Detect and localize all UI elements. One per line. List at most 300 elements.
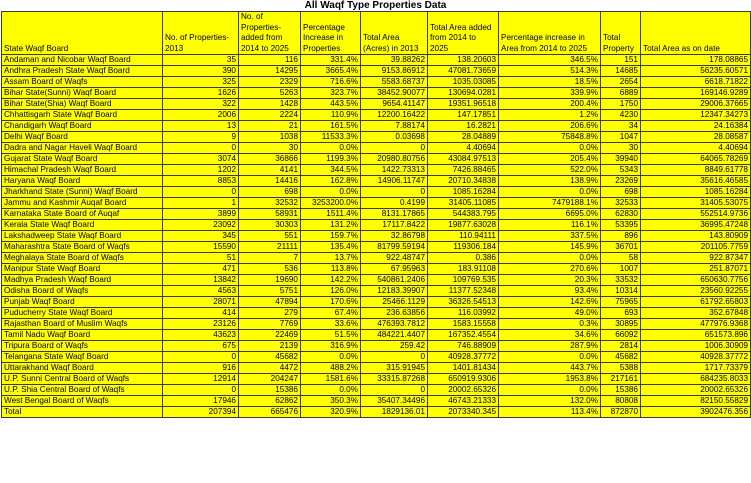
table-cell: 476393.7812 xyxy=(361,319,428,330)
table-cell: 4472 xyxy=(239,363,301,374)
table-cell: 0 xyxy=(163,385,239,396)
table-cell: 20.3% xyxy=(499,275,601,286)
table-cell: 30 xyxy=(239,143,301,154)
row-board-name: Telangana State Waqf Board xyxy=(2,352,163,363)
table-cell: 39940 xyxy=(601,154,641,165)
table-cell: 23269 xyxy=(601,176,641,187)
table-cell: 651573.896 xyxy=(641,330,751,341)
table-row xyxy=(2,352,751,363)
table-cell: 11533.3% xyxy=(301,132,361,143)
table-cell: 75965 xyxy=(601,297,641,308)
table-cell: 4.40694 xyxy=(428,143,499,154)
table-cell: 30 xyxy=(601,143,641,154)
row-board-name: Bihar State(Shia) Waqf Board xyxy=(2,99,163,110)
table-cell: 0.0% xyxy=(499,143,601,154)
table-cell: 716.6% xyxy=(301,77,361,88)
table-cell: 14295 xyxy=(239,66,301,77)
table-row xyxy=(2,253,751,264)
row-board-name: Rajasthan Board of Muslim Waqfs xyxy=(2,319,163,330)
table-cell: 20980.80756 xyxy=(361,154,428,165)
table-cell: 7 xyxy=(239,253,301,264)
table-cell: 514.3% xyxy=(499,66,601,77)
total-row xyxy=(2,407,751,418)
table-cell: 23126 xyxy=(163,319,239,330)
table-cell: 323.7% xyxy=(301,88,361,99)
table-row xyxy=(2,66,751,77)
row-board-name: Andaman and Nicobar Waqf Board xyxy=(2,55,163,66)
table-cell: 339.9% xyxy=(499,88,601,99)
table-cell: 13 xyxy=(163,121,239,132)
table-row xyxy=(2,374,751,385)
table-cell: 0.3% xyxy=(499,319,601,330)
row-board-name: Odisha Board of Waqfs xyxy=(2,286,163,297)
table-cell: 1 xyxy=(163,198,239,209)
table-cell: 8131.17865 xyxy=(361,209,428,220)
table-cell: 287.9% xyxy=(499,341,601,352)
row-board-name: Jammu and Kashmir Auqaf Board xyxy=(2,198,163,209)
table-cell: 204247 xyxy=(239,374,301,385)
table-cell: 7479188.1% xyxy=(499,198,601,209)
table-row xyxy=(2,143,751,154)
table-cell: 14685 xyxy=(601,66,641,77)
table-cell: 20710.34838 xyxy=(428,176,499,187)
table-cell: 49.0% xyxy=(499,308,601,319)
row-board-name: Lakshadweep State Waqf Board xyxy=(2,231,163,242)
table-cell: 315.91945 xyxy=(361,363,428,374)
table-cell: 43623 xyxy=(163,330,239,341)
table-cell: 4230 xyxy=(601,110,641,121)
table-cell: 147.17851 xyxy=(428,110,499,121)
table-cell: 0.0% xyxy=(301,187,361,198)
table-cell: 25466.1129 xyxy=(361,297,428,308)
table-cell: 40928.37772 xyxy=(641,352,751,363)
table-cell: 35616.46585 xyxy=(641,176,751,187)
table-cell: 36995.47248 xyxy=(641,220,751,231)
table-cell: 346.5% xyxy=(499,55,601,66)
table-cell: 19351.96518 xyxy=(428,99,499,110)
table-cell: 6889 xyxy=(601,88,641,99)
header-percentage-increase-area: Percentage increase in Area from 2014 to 2025 xyxy=(499,12,601,55)
table-cell: 1626 xyxy=(163,88,239,99)
row-board-name: Assam Board of Waqfs xyxy=(2,77,163,88)
table-row xyxy=(2,286,751,297)
table-cell: 62862 xyxy=(239,396,301,407)
table-cell: 28.04889 xyxy=(428,132,499,143)
row-board-name: Tripura Board of Waqfs xyxy=(2,341,163,352)
table-cell: 138.9% xyxy=(499,176,601,187)
table-cell: 1047 xyxy=(601,132,641,143)
table-cell: 126.0% xyxy=(301,286,361,297)
table-cell: 3899 xyxy=(163,209,239,220)
table-cell: 350.3% xyxy=(301,396,361,407)
table-cell: 1199.3% xyxy=(301,154,361,165)
table-cell: 46743.21333 xyxy=(428,396,499,407)
header-total-property: Total Property xyxy=(601,12,641,55)
table-cell: 331.4% xyxy=(301,55,361,66)
table-cell: 14416 xyxy=(239,176,301,187)
table-cell: 0 xyxy=(361,385,428,396)
table-cell: 205.4% xyxy=(499,154,601,165)
table-cell: 1829136.01 xyxy=(361,407,428,418)
table-cell: 916 xyxy=(163,363,239,374)
table-cell: 2814 xyxy=(601,341,641,352)
table-cell: 322 xyxy=(163,99,239,110)
table-cell: 325 xyxy=(163,77,239,88)
table-cell: 53395 xyxy=(601,220,641,231)
table-cell: 45682 xyxy=(601,352,641,363)
table-cell: 34.6% xyxy=(499,330,601,341)
table-cell: 12200.16422 xyxy=(361,110,428,121)
table-cell: 551 xyxy=(239,231,301,242)
table-cell: 3665.4% xyxy=(301,66,361,77)
table-cell: 142.2% xyxy=(301,275,361,286)
table-cell: 746.88909 xyxy=(428,341,499,352)
table-cell: 36866 xyxy=(239,154,301,165)
table-cell: 47894 xyxy=(239,297,301,308)
table-cell: 251.87071 xyxy=(641,264,751,275)
table-cell: 35407.34496 xyxy=(361,396,428,407)
table-cell: 39.88262 xyxy=(361,55,428,66)
table-cell: 3253200.0% xyxy=(301,198,361,209)
table-row xyxy=(2,220,751,231)
table-cell: 344.5% xyxy=(301,165,361,176)
row-board-name: Uttarakhand Waqf Board xyxy=(2,363,163,374)
table-cell: 183.91108 xyxy=(428,264,499,275)
table-cell: 19877.63028 xyxy=(428,220,499,231)
table-cell: 1422.73313 xyxy=(361,165,428,176)
table-row xyxy=(2,110,751,121)
table-cell: 51.5% xyxy=(301,330,361,341)
table-cell: 1035.03085 xyxy=(428,77,499,88)
table-cell: 0 xyxy=(361,187,428,198)
row-board-name: Maharashtra State Board of Waqfs xyxy=(2,242,163,253)
table-cell: 665476 xyxy=(239,407,301,418)
row-board-name: Punjab Waqf Board xyxy=(2,297,163,308)
table-cell: 1007 xyxy=(601,264,641,275)
table-cell: 390 xyxy=(163,66,239,77)
table-cell: 151 xyxy=(601,55,641,66)
header-total-area-added: Total Area added from 2014 to 2025 xyxy=(428,12,499,55)
table-cell: 178.08865 xyxy=(641,55,751,66)
table-row xyxy=(2,77,751,88)
table-cell: 162.8% xyxy=(301,176,361,187)
table-cell: 0 xyxy=(163,352,239,363)
table-cell: 132.0% xyxy=(499,396,601,407)
table-cell: 80808 xyxy=(601,396,641,407)
table-row xyxy=(2,363,751,374)
table-cell: 66092 xyxy=(601,330,641,341)
table-cell: 1038 xyxy=(239,132,301,143)
table-cell: 28071 xyxy=(163,297,239,308)
table-cell: 540861.2406 xyxy=(361,275,428,286)
table-cell: 143.80909 xyxy=(641,231,751,242)
table-cell: 17946 xyxy=(163,396,239,407)
row-board-name: Total xyxy=(2,407,163,418)
table-cell: 20002.65326 xyxy=(428,385,499,396)
table-cell: 0 xyxy=(163,143,239,154)
table-cell: 56235.60571 xyxy=(641,66,751,77)
table-cell: 217161 xyxy=(601,374,641,385)
table-row xyxy=(2,308,751,319)
table-cell: 1401.81434 xyxy=(428,363,499,374)
table-cell: 23560.92255 xyxy=(641,286,751,297)
table-cell: 81799.59194 xyxy=(361,242,428,253)
table-cell: 67.4% xyxy=(301,308,361,319)
table-cell: 201105.7759 xyxy=(641,242,751,253)
table-cell: 6695.0% xyxy=(499,209,601,220)
table-cell: 522.0% xyxy=(499,165,601,176)
row-board-name: Gujarat State Waqf Board xyxy=(2,154,163,165)
row-board-name: Karnataka State Board of Auqaf xyxy=(2,209,163,220)
page-title: All Waqf Type Properties Data xyxy=(304,0,447,11)
table-cell: 43084.97513 xyxy=(428,154,499,165)
table-cell: 29006.37665 xyxy=(641,99,751,110)
table-cell: 207394 xyxy=(163,407,239,418)
table-cell: 1428 xyxy=(239,99,301,110)
table-row xyxy=(2,341,751,352)
table-cell: 64065.78269 xyxy=(641,154,751,165)
table-cell: 34 xyxy=(601,121,641,132)
table-cell: 36701 xyxy=(601,242,641,253)
table-cell: 0.0% xyxy=(499,253,601,264)
table-cell: 8849.61778 xyxy=(641,165,751,176)
table-cell: 11377.52348 xyxy=(428,286,499,297)
table-cell: 200.4% xyxy=(499,99,601,110)
table-cell: 5263 xyxy=(239,88,301,99)
table-cell: 113.8% xyxy=(301,264,361,275)
table-row xyxy=(2,187,751,198)
table-cell: 47081.73659 xyxy=(428,66,499,77)
table-cell: 31405.53075 xyxy=(641,198,751,209)
table-cell: 18.5% xyxy=(499,77,601,88)
table-cell: 2139 xyxy=(239,341,301,352)
table-cell: 30303 xyxy=(239,220,301,231)
table-cell: 477976.9368 xyxy=(641,319,751,330)
table-cell: 1583.15558 xyxy=(428,319,499,330)
table-cell: 484221.4407 xyxy=(361,330,428,341)
table-cell: 62830 xyxy=(601,209,641,220)
table-cell: 33532 xyxy=(601,275,641,286)
row-board-name: Puducherry State Waqf Board xyxy=(2,308,163,319)
table-cell: 0.4199 xyxy=(361,198,428,209)
table-cell: 544383.795 xyxy=(428,209,499,220)
table-cell: 35 xyxy=(163,55,239,66)
table-cell: 1085.16284 xyxy=(428,187,499,198)
table-cell: 1.2% xyxy=(499,110,601,121)
table-cell: 872870 xyxy=(601,407,641,418)
table-cell: 414 xyxy=(163,308,239,319)
table-cell: 40928.37772 xyxy=(428,352,499,363)
row-board-name: Chandigarh Waqf Board xyxy=(2,121,163,132)
table-cell: 67.95963 xyxy=(361,264,428,275)
table-cell: 552514.9736 xyxy=(641,209,751,220)
table-cell: 21 xyxy=(239,121,301,132)
table-cell: 0.03698 xyxy=(361,132,428,143)
table-row xyxy=(2,121,751,132)
header-total-area-as-on-date: Total Area as on date xyxy=(641,12,751,55)
table-row xyxy=(2,198,751,209)
row-board-name: Tamil Nadu Waqf Board xyxy=(2,330,163,341)
table-cell: 51 xyxy=(163,253,239,264)
table-cell: 3902476.356 xyxy=(641,407,751,418)
table-row xyxy=(2,154,751,165)
table-cell: 0.0% xyxy=(301,385,361,396)
table-cell: 7.88174 xyxy=(361,121,428,132)
table-cell: 471 xyxy=(163,264,239,275)
table-cell: 5388 xyxy=(601,363,641,374)
table-cell: 116 xyxy=(239,55,301,66)
table-cell: 33315.87268 xyxy=(361,374,428,385)
table-cell: 536 xyxy=(239,264,301,275)
table-cell: 13842 xyxy=(163,275,239,286)
table-cell: 5583.68737 xyxy=(361,77,428,88)
table-cell: 167352.4554 xyxy=(428,330,499,341)
table-cell: 0.0% xyxy=(301,143,361,154)
table-cell: 15386 xyxy=(601,385,641,396)
header-properties-2013: No. of Properties-2013 xyxy=(163,12,239,55)
row-board-name: Haryana Waqf Board xyxy=(2,176,163,187)
table-cell: 2006 xyxy=(163,110,239,121)
table-cell: 922.87347 xyxy=(641,253,751,264)
table-row xyxy=(2,132,751,143)
table-cell: 23092 xyxy=(163,220,239,231)
table-cell: 20002.65326 xyxy=(641,385,751,396)
table-cell: 2224 xyxy=(239,110,301,121)
row-board-name: Kerala State Waqf Board xyxy=(2,220,163,231)
table-row xyxy=(2,396,751,407)
table-cell: 0.0% xyxy=(499,187,601,198)
table-cell: 38452.90077 xyxy=(361,88,428,99)
table-cell: 22469 xyxy=(239,330,301,341)
row-board-name: Chhattisgarh State Waqf Board xyxy=(2,110,163,121)
table-cell: 36326.54513 xyxy=(428,297,499,308)
table-cell: 110.94111 xyxy=(428,231,499,242)
table-cell: 0 xyxy=(163,187,239,198)
table-cell: 206.6% xyxy=(499,121,601,132)
table-cell: 6618.71822 xyxy=(641,77,751,88)
table-cell: 16.2821 xyxy=(428,121,499,132)
table-cell: 12347.34273 xyxy=(641,110,751,121)
table-cell: 33.6% xyxy=(301,319,361,330)
table-cell: 316.9% xyxy=(301,341,361,352)
table-cell: 4.40694 xyxy=(641,143,751,154)
table-row xyxy=(2,264,751,275)
table-cell: 19690 xyxy=(239,275,301,286)
table-row xyxy=(2,385,751,396)
table-cell: 5343 xyxy=(601,165,641,176)
table-cell: 4563 xyxy=(163,286,239,297)
waqf-properties-table xyxy=(1,11,751,418)
table-cell: 4141 xyxy=(239,165,301,176)
table-cell: 5751 xyxy=(239,286,301,297)
table-row xyxy=(2,275,751,286)
table-cell: 650630.7756 xyxy=(641,275,751,286)
table-cell: 7769 xyxy=(239,319,301,330)
table-cell: 0.0% xyxy=(499,352,601,363)
table-row xyxy=(2,165,751,176)
header-row xyxy=(2,12,751,55)
table-row xyxy=(2,231,751,242)
table-cell: 116.1% xyxy=(499,220,601,231)
row-board-name: Dadra and Nagar Haveli Waqf Board xyxy=(2,143,163,154)
row-board-name: Bihar State(Sunni) Waqf Board xyxy=(2,88,163,99)
table-cell: 119306.184 xyxy=(428,242,499,253)
table-row xyxy=(2,209,751,220)
table-row xyxy=(2,319,751,330)
table-cell: 12183.39907 xyxy=(361,286,428,297)
table-cell: 279 xyxy=(239,308,301,319)
table-cell: 14906.11747 xyxy=(361,176,428,187)
table-row xyxy=(2,297,751,308)
table-cell: 138.20603 xyxy=(428,55,499,66)
table-cell: 58931 xyxy=(239,209,301,220)
table-cell: 30895 xyxy=(601,319,641,330)
table-cell: 15590 xyxy=(163,242,239,253)
table-cell: 17117.8422 xyxy=(361,220,428,231)
row-board-name: Meghalaya State Board of Waqfs xyxy=(2,253,163,264)
row-board-name: Jharkhand State (Sunni) Waqf Board xyxy=(2,187,163,198)
table-cell: 488.2% xyxy=(301,363,361,374)
row-board-name: Delhi Waqf Board xyxy=(2,132,163,143)
table-cell: 2073340.345 xyxy=(428,407,499,418)
table-cell: 13.7% xyxy=(301,253,361,264)
table-cell: 161.5% xyxy=(301,121,361,132)
table-row xyxy=(2,55,751,66)
table-row xyxy=(2,88,751,99)
table-cell: 9654.41147 xyxy=(361,99,428,110)
table-cell: 896 xyxy=(601,231,641,242)
table-cell: 0 xyxy=(361,352,428,363)
row-board-name: U.P. Sunni Central Board of Waqfs xyxy=(2,374,163,385)
table-cell: 1717.73379 xyxy=(641,363,751,374)
header-total-area-2013: Total Area (Acres) in 2013 xyxy=(361,12,428,55)
table-cell: 1006.30909 xyxy=(641,341,751,352)
row-board-name: Madhya Pradesh Waqf Board xyxy=(2,275,163,286)
table-cell: 1953.8% xyxy=(499,374,601,385)
table-body xyxy=(2,55,751,418)
table-cell: 1581.6% xyxy=(301,374,361,385)
table-row xyxy=(2,242,751,253)
table-cell: 345 xyxy=(163,231,239,242)
table-cell: 12914 xyxy=(163,374,239,385)
table-cell: 32.86798 xyxy=(361,231,428,242)
table-cell: 61792.65803 xyxy=(641,297,751,308)
table-cell: 698 xyxy=(239,187,301,198)
table-cell: 2654 xyxy=(601,77,641,88)
table-cell: 116.03992 xyxy=(428,308,499,319)
table-cell: 684235.8033 xyxy=(641,374,751,385)
table-cell: 2329 xyxy=(239,77,301,88)
table-cell: 3074 xyxy=(163,154,239,165)
table-cell: 9 xyxy=(163,132,239,143)
table-cell: 169146.9289 xyxy=(641,88,751,99)
table-cell: 9153.86912 xyxy=(361,66,428,77)
table-cell: 320.9% xyxy=(301,407,361,418)
header-state-waqf-board: State Waqf Board xyxy=(2,12,163,55)
table-cell: 270.6% xyxy=(499,264,601,275)
table-cell: 31405.11085 xyxy=(428,198,499,209)
table-cell: 650919.9306 xyxy=(428,374,499,385)
table-cell: 45682 xyxy=(239,352,301,363)
table-cell: 142.6% xyxy=(499,297,601,308)
table-cell: 1750 xyxy=(601,99,641,110)
table-cell: 0 xyxy=(361,143,428,154)
header-percentage-increase-properties: Percentage Increase in Properties xyxy=(301,12,361,55)
table-cell: 8853 xyxy=(163,176,239,187)
table-cell: 15386 xyxy=(239,385,301,396)
table-cell: 0.386 xyxy=(428,253,499,264)
table-cell: 693 xyxy=(601,308,641,319)
